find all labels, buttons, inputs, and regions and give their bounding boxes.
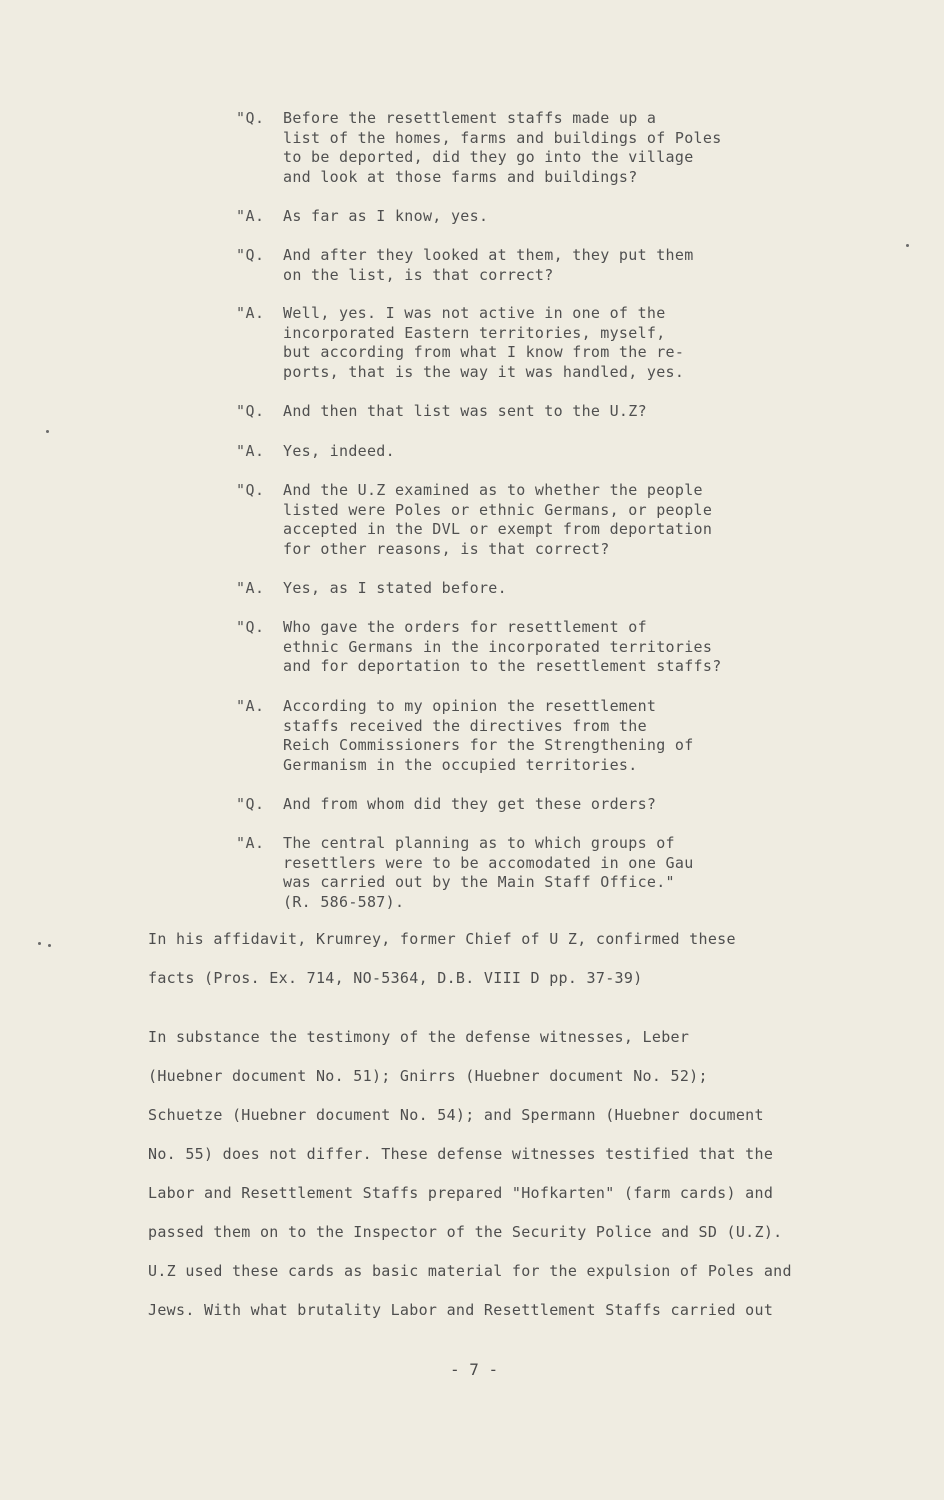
qa-marker: "A. [236,442,265,460]
body-text-line: In his affidavit, Krumrey, former Chief of U Z, confirmed these [148,930,736,948]
qa-marker: "Q. [236,246,265,264]
qa-text: Who gave the orders for resettlement of ethnic Germans in the incorporated territories and for deportation to the resettlement staffs? [283,618,722,675]
qa-text: And after they looked at them, they put them on the list, is that correct? [283,246,694,284]
qa-text: And from whom did they get these orders? [283,795,657,813]
qa-marker: "Q. [236,481,265,499]
qa-marker: "A. [236,304,265,322]
qa-text: And the U.Z examined as to whether the people listed were Poles or ethnic Germans, or people accepted in the DVL or exempt from deportation for other reasons, is that correct? [283,481,713,558]
body-text-line: facts (Pros. Ex. 714, NO-5364, D.B. VIII D pp. 37-39) [148,969,643,987]
scan-speck [906,244,909,247]
body-text-line: Labor and Resettlement Staffs prepared "Hofkarten" (farm cards) and [148,1184,774,1202]
qa-text: And then that list was sent to the U.Z? [283,402,647,420]
body-text-line: In substance the testimony of the defense witnesses, Leber [148,1028,690,1046]
qa-text: As far as I know, yes. [283,207,489,225]
qa-text: Before the resettlement staffs made up a list of the homes, farms and buildings of Poles to be deported, did they go into the village and look at those farms and buildings? [283,109,722,186]
qa-marker: "Q. [236,795,265,813]
qa-text: Yes, as I stated before. [283,579,507,597]
qa-marker: "A. [236,834,265,852]
qa-marker: "Q. [236,618,265,636]
page-number: - 7 - [450,1360,499,1379]
body-text-line: U.Z used these cards as basic material for the expulsion of Poles and [148,1262,792,1280]
qa-marker: "A. [236,207,265,225]
qa-text: The central planning as to which groups of resettlers were to be accomodated in one Gau was carried out by the Main Staff Office." (R. 586-587). [283,834,694,911]
body-text-line: (Huebner document No. 51); Gnirrs (Huebner document No. 52); [148,1067,708,1085]
body-text-line: No. 55) does not differ. These defense witnesses testified that the [148,1145,774,1163]
scan-speck [38,942,41,945]
scan-speck [48,944,51,947]
qa-marker: "A. [236,579,265,597]
qa-text: Yes, indeed. [283,442,395,460]
qa-marker: "Q. [236,109,265,127]
qa-text: Well, yes. I was not active in one of the incorporated Eastern territories, myself, but according from what I know from the re- ports, that is the way it was handled, yes. [283,304,685,381]
qa-marker: "A. [236,697,265,715]
body-text-line: passed them on to the Inspector of the Security Police and SD (U.Z). [148,1223,783,1241]
body-text-line: Schuetze (Huebner document No. 54); and Spermann (Huebner document [148,1106,764,1124]
scan-speck [46,430,49,433]
body-text-line: Jews. With what brutality Labor and Resettlement Staffs carried out [148,1301,774,1319]
qa-text: According to my opinion the resettlement staffs received the directives from the Reich Commissioners for the Strengthening of Germanism in the occupied territories. [283,697,694,774]
qa-marker: "Q. [236,402,265,420]
